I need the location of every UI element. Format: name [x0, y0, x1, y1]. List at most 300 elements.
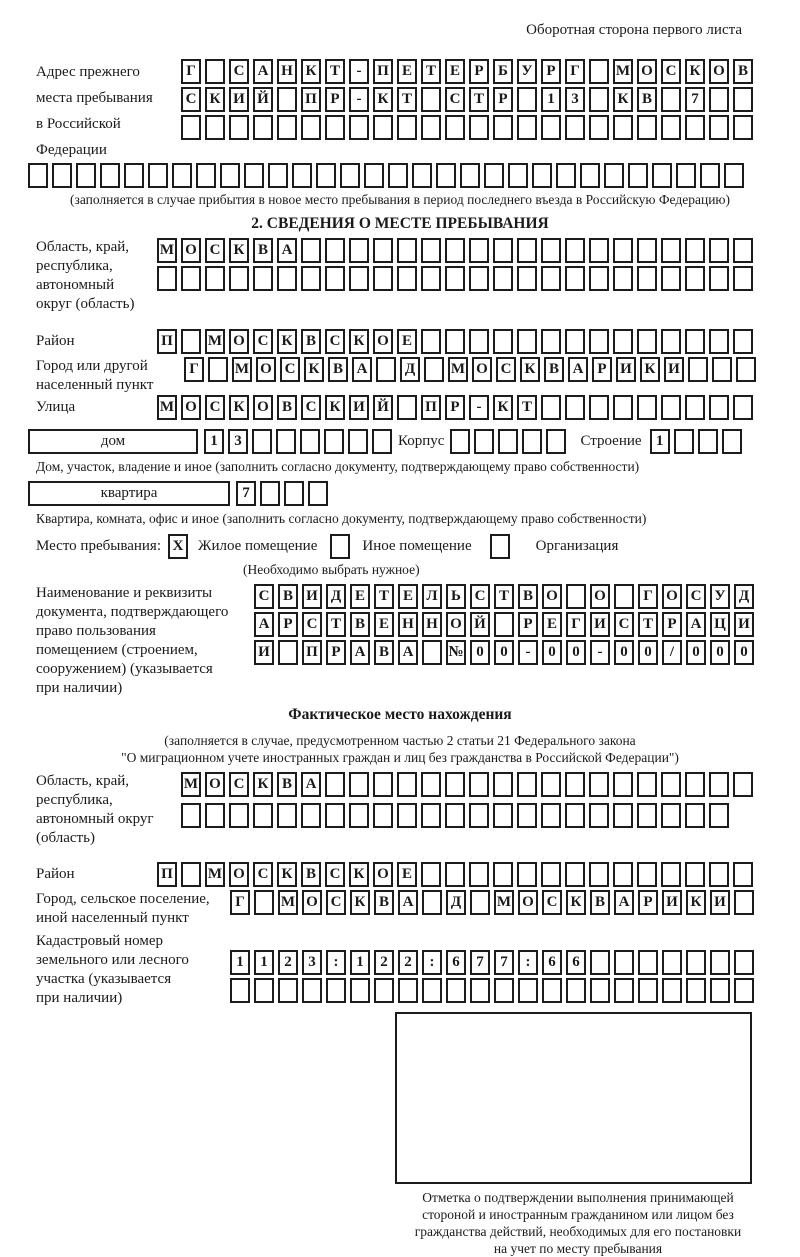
- char-cell[interactable]: [661, 115, 681, 140]
- char-cell[interactable]: 6: [542, 950, 562, 975]
- char-cell[interactable]: К: [685, 59, 705, 84]
- char-cell[interactable]: Д: [446, 890, 466, 915]
- char-cell[interactable]: -: [590, 640, 610, 665]
- char-cell[interactable]: Р: [662, 612, 682, 637]
- char-cell[interactable]: Д: [734, 584, 754, 609]
- char-cell[interactable]: А: [352, 357, 372, 382]
- char-cell[interactable]: [685, 238, 705, 263]
- char-cell[interactable]: М: [613, 59, 633, 84]
- char-cell[interactable]: С: [205, 395, 225, 420]
- char-cell[interactable]: [373, 238, 393, 263]
- char-cell[interactable]: [590, 978, 610, 1003]
- char-cell[interactable]: [412, 163, 432, 188]
- char-cell[interactable]: [614, 950, 634, 975]
- char-cell[interactable]: [373, 803, 393, 828]
- char-cell[interactable]: [661, 266, 681, 291]
- char-cell[interactable]: [445, 772, 465, 797]
- char-cell[interactable]: А: [277, 238, 297, 263]
- char-cell[interactable]: К: [350, 890, 370, 915]
- char-cell[interactable]: [424, 357, 444, 382]
- char-cell[interactable]: В: [733, 59, 753, 84]
- char-cell[interactable]: С: [181, 87, 201, 112]
- char-cell[interactable]: Ь: [446, 584, 466, 609]
- char-cell[interactable]: К: [493, 395, 513, 420]
- char-cell[interactable]: Е: [397, 59, 417, 84]
- char-cell[interactable]: [733, 772, 753, 797]
- char-cell[interactable]: [469, 772, 489, 797]
- char-cell[interactable]: [373, 115, 393, 140]
- char-cell[interactable]: [28, 163, 48, 188]
- char-cell[interactable]: [637, 238, 657, 263]
- char-cell[interactable]: М: [157, 395, 177, 420]
- char-cell[interactable]: [613, 395, 633, 420]
- char-cell[interactable]: [709, 395, 729, 420]
- char-cell[interactable]: [556, 163, 576, 188]
- char-cell[interactable]: [376, 357, 396, 382]
- char-cell[interactable]: [244, 163, 264, 188]
- char-cell[interactable]: 1: [350, 950, 370, 975]
- char-cell[interactable]: [181, 862, 201, 887]
- char-cell[interactable]: [686, 978, 706, 1003]
- char-cell[interactable]: 0: [710, 640, 730, 665]
- char-cell[interactable]: 3: [302, 950, 322, 975]
- char-cell[interactable]: [253, 115, 273, 140]
- char-cell[interactable]: И: [710, 890, 730, 915]
- char-cell[interactable]: [277, 87, 297, 112]
- char-cell[interactable]: [522, 429, 542, 454]
- char-cell[interactable]: [662, 978, 682, 1003]
- char-cell[interactable]: С: [542, 890, 562, 915]
- char-cell[interactable]: №: [446, 640, 466, 665]
- char-cell[interactable]: 0: [470, 640, 490, 665]
- char-cell[interactable]: [324, 429, 344, 454]
- char-cell[interactable]: [685, 862, 705, 887]
- char-cell[interactable]: К: [349, 329, 369, 354]
- char-cell[interactable]: [421, 87, 441, 112]
- char-cell[interactable]: Т: [494, 584, 514, 609]
- char-cell[interactable]: [637, 772, 657, 797]
- char-cell[interactable]: [589, 772, 609, 797]
- char-cell[interactable]: [541, 238, 561, 263]
- char-cell[interactable]: В: [301, 862, 321, 887]
- char-cell[interactable]: А: [301, 772, 321, 797]
- house-box[interactable]: дом: [28, 429, 198, 454]
- char-cell[interactable]: [517, 87, 537, 112]
- char-cell[interactable]: [661, 329, 681, 354]
- char-cell[interactable]: [277, 803, 297, 828]
- char-cell[interactable]: [733, 238, 753, 263]
- char-cell[interactable]: М: [494, 890, 514, 915]
- char-cell[interactable]: С: [229, 59, 249, 84]
- char-cell[interactable]: [278, 640, 298, 665]
- char-cell[interactable]: :: [518, 950, 538, 975]
- char-cell[interactable]: [709, 238, 729, 263]
- char-cell[interactable]: [565, 862, 585, 887]
- char-cell[interactable]: :: [326, 950, 346, 975]
- char-cell[interactable]: О: [253, 395, 273, 420]
- char-cell[interactable]: М: [448, 357, 468, 382]
- char-cell[interactable]: [229, 266, 249, 291]
- char-cell[interactable]: О: [302, 890, 322, 915]
- char-cell[interactable]: Г: [184, 357, 204, 382]
- char-cell[interactable]: [445, 803, 465, 828]
- char-cell[interactable]: [661, 238, 681, 263]
- char-cell[interactable]: [685, 266, 705, 291]
- char-cell[interactable]: [685, 329, 705, 354]
- char-cell[interactable]: В: [328, 357, 348, 382]
- char-cell[interactable]: 1: [230, 950, 250, 975]
- char-cell[interactable]: [397, 238, 417, 263]
- char-cell[interactable]: [688, 357, 708, 382]
- char-cell[interactable]: [589, 803, 609, 828]
- char-cell[interactable]: [566, 978, 586, 1003]
- char-cell[interactable]: А: [350, 640, 370, 665]
- char-cell[interactable]: К: [640, 357, 660, 382]
- residential-checkbox[interactable]: X: [168, 534, 188, 559]
- char-cell[interactable]: 0: [638, 640, 658, 665]
- char-cell[interactable]: Й: [253, 87, 273, 112]
- char-cell[interactable]: [733, 395, 753, 420]
- char-cell[interactable]: 7: [236, 481, 256, 506]
- char-cell[interactable]: Е: [397, 862, 417, 887]
- char-cell[interactable]: [724, 163, 744, 188]
- char-cell[interactable]: О: [472, 357, 492, 382]
- char-cell[interactable]: В: [253, 238, 273, 263]
- char-cell[interactable]: [493, 862, 513, 887]
- char-cell[interactable]: А: [568, 357, 588, 382]
- char-cell[interactable]: И: [590, 612, 610, 637]
- char-cell[interactable]: И: [662, 890, 682, 915]
- char-cell[interactable]: В: [278, 584, 298, 609]
- char-cell[interactable]: [613, 115, 633, 140]
- char-cell[interactable]: [589, 115, 609, 140]
- char-cell[interactable]: [580, 163, 600, 188]
- char-cell[interactable]: [734, 890, 754, 915]
- char-cell[interactable]: [493, 115, 513, 140]
- char-cell[interactable]: -: [518, 640, 538, 665]
- char-cell[interactable]: 0: [494, 640, 514, 665]
- char-cell[interactable]: Н: [422, 612, 442, 637]
- char-cell[interactable]: С: [280, 357, 300, 382]
- char-cell[interactable]: [205, 115, 225, 140]
- char-cell[interactable]: [397, 803, 417, 828]
- char-cell[interactable]: [348, 429, 368, 454]
- char-cell[interactable]: О: [662, 584, 682, 609]
- char-cell[interactable]: [205, 59, 225, 84]
- apartment-box[interactable]: квартира: [28, 481, 230, 506]
- char-cell[interactable]: Г: [181, 59, 201, 84]
- char-cell[interactable]: [613, 772, 633, 797]
- char-cell[interactable]: [316, 163, 336, 188]
- char-cell[interactable]: [349, 266, 369, 291]
- char-cell[interactable]: 0: [734, 640, 754, 665]
- char-cell[interactable]: М: [232, 357, 252, 382]
- char-cell[interactable]: [326, 978, 346, 1003]
- char-cell[interactable]: А: [253, 59, 273, 84]
- char-cell[interactable]: Е: [542, 612, 562, 637]
- char-cell[interactable]: [230, 978, 250, 1003]
- char-cell[interactable]: [260, 481, 280, 506]
- other-premises-checkbox[interactable]: [330, 534, 350, 559]
- char-cell[interactable]: [372, 429, 392, 454]
- char-cell[interactable]: [436, 163, 456, 188]
- char-cell[interactable]: 6: [446, 950, 466, 975]
- char-cell[interactable]: [422, 890, 442, 915]
- char-cell[interactable]: [494, 612, 514, 637]
- char-cell[interactable]: [614, 584, 634, 609]
- char-cell[interactable]: К: [229, 238, 249, 263]
- char-cell[interactable]: [532, 163, 552, 188]
- char-cell[interactable]: [709, 266, 729, 291]
- char-cell[interactable]: [685, 772, 705, 797]
- char-cell[interactable]: [349, 803, 369, 828]
- char-cell[interactable]: [733, 115, 753, 140]
- char-cell[interactable]: [590, 950, 610, 975]
- char-cell[interactable]: [565, 772, 585, 797]
- char-cell[interactable]: П: [301, 87, 321, 112]
- char-cell[interactable]: С: [229, 772, 249, 797]
- char-cell[interactable]: В: [544, 357, 564, 382]
- char-cell[interactable]: Г: [566, 612, 586, 637]
- char-cell[interactable]: Р: [469, 59, 489, 84]
- char-cell[interactable]: К: [373, 87, 393, 112]
- char-cell[interactable]: [674, 429, 694, 454]
- char-cell[interactable]: К: [253, 772, 273, 797]
- char-cell[interactable]: [709, 329, 729, 354]
- char-cell[interactable]: [685, 803, 705, 828]
- char-cell[interactable]: М: [278, 890, 298, 915]
- char-cell[interactable]: [397, 115, 417, 140]
- char-cell[interactable]: [469, 862, 489, 887]
- char-cell[interactable]: [517, 803, 537, 828]
- char-cell[interactable]: А: [614, 890, 634, 915]
- char-cell[interactable]: 0: [614, 640, 634, 665]
- char-cell[interactable]: [196, 163, 216, 188]
- char-cell[interactable]: [613, 329, 633, 354]
- char-cell[interactable]: К: [301, 59, 321, 84]
- char-cell[interactable]: [565, 266, 585, 291]
- char-cell[interactable]: [277, 115, 297, 140]
- char-cell[interactable]: [734, 950, 754, 975]
- char-cell[interactable]: [541, 862, 561, 887]
- char-cell[interactable]: [613, 803, 633, 828]
- char-cell[interactable]: [181, 266, 201, 291]
- char-cell[interactable]: [613, 862, 633, 887]
- char-cell[interactable]: [709, 803, 729, 828]
- char-cell[interactable]: С: [302, 612, 322, 637]
- char-cell[interactable]: М: [205, 862, 225, 887]
- char-cell[interactable]: К: [229, 395, 249, 420]
- char-cell[interactable]: [205, 266, 225, 291]
- char-cell[interactable]: [637, 395, 657, 420]
- char-cell[interactable]: О: [229, 862, 249, 887]
- char-cell[interactable]: 0: [686, 640, 706, 665]
- char-cell[interactable]: [349, 238, 369, 263]
- char-cell[interactable]: [638, 978, 658, 1003]
- char-cell[interactable]: В: [518, 584, 538, 609]
- char-cell[interactable]: А: [686, 612, 706, 637]
- char-cell[interactable]: [254, 890, 274, 915]
- char-cell[interactable]: [445, 266, 465, 291]
- char-cell[interactable]: [421, 803, 441, 828]
- char-cell[interactable]: -: [349, 59, 369, 84]
- char-cell[interactable]: С: [686, 584, 706, 609]
- char-cell[interactable]: К: [304, 357, 324, 382]
- char-cell[interactable]: [301, 238, 321, 263]
- char-cell[interactable]: К: [277, 862, 297, 887]
- char-cell[interactable]: С: [445, 87, 465, 112]
- char-cell[interactable]: [252, 429, 272, 454]
- char-cell[interactable]: [493, 772, 513, 797]
- char-cell[interactable]: [565, 115, 585, 140]
- char-cell[interactable]: [148, 163, 168, 188]
- char-cell[interactable]: [229, 803, 249, 828]
- char-cell[interactable]: [700, 163, 720, 188]
- char-cell[interactable]: [484, 163, 504, 188]
- char-cell[interactable]: И: [734, 612, 754, 637]
- char-cell[interactable]: [229, 115, 249, 140]
- char-cell[interactable]: -: [469, 395, 489, 420]
- char-cell[interactable]: /: [662, 640, 682, 665]
- char-cell[interactable]: [100, 163, 120, 188]
- char-cell[interactable]: -: [349, 87, 369, 112]
- char-cell[interactable]: [421, 329, 441, 354]
- char-cell[interactable]: [517, 266, 537, 291]
- char-cell[interactable]: [733, 87, 753, 112]
- char-cell[interactable]: 1: [650, 429, 670, 454]
- char-cell[interactable]: О: [373, 329, 393, 354]
- char-cell[interactable]: 6: [566, 950, 586, 975]
- char-cell[interactable]: [398, 978, 418, 1003]
- char-cell[interactable]: [541, 772, 561, 797]
- char-cell[interactable]: [445, 115, 465, 140]
- char-cell[interactable]: О: [542, 584, 562, 609]
- char-cell[interactable]: [686, 950, 706, 975]
- char-cell[interactable]: [517, 772, 537, 797]
- char-cell[interactable]: Л: [422, 584, 442, 609]
- char-cell[interactable]: [736, 357, 756, 382]
- char-cell[interactable]: С: [614, 612, 634, 637]
- char-cell[interactable]: П: [157, 329, 177, 354]
- char-cell[interactable]: [661, 87, 681, 112]
- char-cell[interactable]: К: [566, 890, 586, 915]
- char-cell[interactable]: И: [229, 87, 249, 112]
- char-cell[interactable]: В: [374, 890, 394, 915]
- char-cell[interactable]: 7: [685, 87, 705, 112]
- char-cell[interactable]: [541, 329, 561, 354]
- char-cell[interactable]: Р: [518, 612, 538, 637]
- char-cell[interactable]: [541, 115, 561, 140]
- char-cell[interactable]: М: [157, 238, 177, 263]
- char-cell[interactable]: К: [325, 395, 345, 420]
- char-cell[interactable]: О: [181, 238, 201, 263]
- char-cell[interactable]: [292, 163, 312, 188]
- char-cell[interactable]: [278, 978, 298, 1003]
- char-cell[interactable]: [388, 163, 408, 188]
- char-cell[interactable]: 1: [204, 429, 224, 454]
- char-cell[interactable]: [493, 266, 513, 291]
- char-cell[interactable]: [325, 266, 345, 291]
- char-cell[interactable]: П: [421, 395, 441, 420]
- char-cell[interactable]: 1: [541, 87, 561, 112]
- char-cell[interactable]: [474, 429, 494, 454]
- char-cell[interactable]: Р: [325, 87, 345, 112]
- char-cell[interactable]: С: [326, 890, 346, 915]
- char-cell[interactable]: [652, 163, 672, 188]
- char-cell[interactable]: [445, 238, 465, 263]
- char-cell[interactable]: [445, 862, 465, 887]
- char-cell[interactable]: [698, 429, 718, 454]
- char-cell[interactable]: [613, 238, 633, 263]
- char-cell[interactable]: [733, 862, 753, 887]
- char-cell[interactable]: Р: [541, 59, 561, 84]
- char-cell[interactable]: [709, 862, 729, 887]
- char-cell[interactable]: А: [254, 612, 274, 637]
- char-cell[interactable]: 2: [278, 950, 298, 975]
- char-cell[interactable]: 2: [398, 950, 418, 975]
- char-cell[interactable]: [712, 357, 732, 382]
- char-cell[interactable]: [661, 803, 681, 828]
- char-cell[interactable]: Р: [278, 612, 298, 637]
- char-cell[interactable]: В: [277, 772, 297, 797]
- char-cell[interactable]: [276, 429, 296, 454]
- char-cell[interactable]: В: [374, 640, 394, 665]
- char-cell[interactable]: Й: [373, 395, 393, 420]
- char-cell[interactable]: Д: [400, 357, 420, 382]
- char-cell[interactable]: [157, 266, 177, 291]
- char-cell[interactable]: В: [350, 612, 370, 637]
- char-cell[interactable]: [685, 115, 705, 140]
- char-cell[interactable]: [124, 163, 144, 188]
- char-cell[interactable]: К: [277, 329, 297, 354]
- char-cell[interactable]: [397, 772, 417, 797]
- char-cell[interactable]: [676, 163, 696, 188]
- char-cell[interactable]: О: [205, 772, 225, 797]
- char-cell[interactable]: [661, 862, 681, 887]
- char-cell[interactable]: О: [518, 890, 538, 915]
- char-cell[interactable]: [181, 803, 201, 828]
- char-cell[interactable]: [450, 429, 470, 454]
- char-cell[interactable]: [493, 803, 513, 828]
- char-cell[interactable]: 3: [565, 87, 585, 112]
- char-cell[interactable]: Б: [493, 59, 513, 84]
- char-cell[interactable]: П: [373, 59, 393, 84]
- char-cell[interactable]: Г: [638, 584, 658, 609]
- char-cell[interactable]: [565, 803, 585, 828]
- char-cell[interactable]: Р: [638, 890, 658, 915]
- char-cell[interactable]: [685, 395, 705, 420]
- char-cell[interactable]: [421, 772, 441, 797]
- char-cell[interactable]: С: [253, 329, 273, 354]
- char-cell[interactable]: С: [253, 862, 273, 887]
- char-cell[interactable]: [565, 329, 585, 354]
- char-cell[interactable]: [205, 803, 225, 828]
- char-cell[interactable]: [604, 163, 624, 188]
- char-cell[interactable]: [589, 59, 609, 84]
- char-cell[interactable]: Г: [230, 890, 250, 915]
- char-cell[interactable]: Т: [326, 612, 346, 637]
- char-cell[interactable]: К: [349, 862, 369, 887]
- char-cell[interactable]: [518, 978, 538, 1003]
- char-cell[interactable]: [325, 803, 345, 828]
- char-cell[interactable]: [52, 163, 72, 188]
- char-cell[interactable]: [470, 890, 490, 915]
- char-cell[interactable]: Т: [374, 584, 394, 609]
- char-cell[interactable]: А: [398, 890, 418, 915]
- char-cell[interactable]: [546, 429, 566, 454]
- char-cell[interactable]: И: [664, 357, 684, 382]
- char-cell[interactable]: 3: [228, 429, 248, 454]
